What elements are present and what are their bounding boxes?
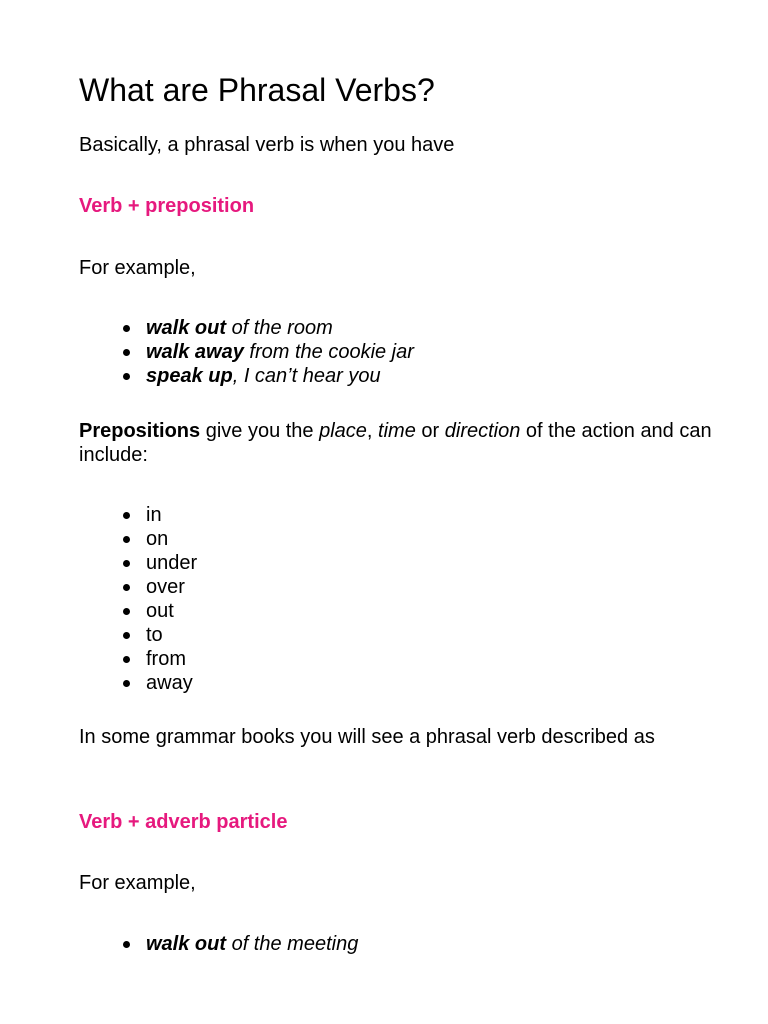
text-run: give you the bbox=[200, 420, 320, 442]
intro-text: Basically, a phrasal verb is when you have bbox=[79, 134, 455, 156]
heading-verb-preposition: Verb + preposition bbox=[79, 195, 255, 217]
heading-verb-adverb-particle: Verb + adverb particle bbox=[79, 811, 288, 833]
preposition: out bbox=[146, 600, 174, 622]
list-item bbox=[120, 647, 197, 671]
bullet-icon bbox=[123, 941, 130, 948]
list-item bbox=[120, 316, 414, 340]
preposition: away bbox=[146, 672, 193, 694]
example-list-2 bbox=[120, 932, 358, 956]
list-item bbox=[120, 623, 197, 647]
text-run: of the action and can include: bbox=[79, 420, 712, 466]
phrasal-verb: walk out bbox=[146, 933, 227, 955]
bullet-icon bbox=[123, 632, 130, 639]
prepositions-list bbox=[120, 503, 197, 695]
list-item bbox=[120, 364, 414, 388]
prepositions-term: Prepositions bbox=[79, 420, 201, 442]
phrasal-verb: walk away bbox=[146, 341, 244, 363]
term-time: time bbox=[378, 420, 416, 442]
example-rest: , I can’t hear you bbox=[232, 365, 381, 387]
bullet-icon bbox=[123, 373, 130, 380]
example-label: For example, bbox=[79, 257, 196, 279]
bullet-icon bbox=[123, 325, 130, 332]
bullet-icon bbox=[123, 656, 130, 663]
term-place: place bbox=[319, 420, 367, 442]
bullet-icon bbox=[123, 536, 130, 543]
bullet-icon bbox=[123, 680, 130, 687]
phrasal-verb: walk out bbox=[146, 317, 227, 339]
preposition: in bbox=[146, 504, 162, 526]
bullet-icon bbox=[123, 560, 130, 567]
example-label: For example, bbox=[79, 872, 196, 894]
list-item bbox=[120, 527, 197, 551]
list-item bbox=[120, 575, 197, 599]
preposition: over bbox=[146, 576, 185, 598]
prepositions-paragraph bbox=[79, 419, 719, 467]
text-run: , bbox=[366, 420, 379, 442]
preposition: on bbox=[146, 528, 169, 550]
list-item bbox=[120, 551, 197, 575]
bullet-icon bbox=[123, 608, 130, 615]
bullet-icon bbox=[123, 349, 130, 356]
grammar-paragraph: In some grammar books you will see a phrasal verb described as bbox=[79, 726, 655, 748]
phrasal-verb: speak up bbox=[146, 365, 233, 387]
example-list-1 bbox=[120, 316, 414, 388]
preposition: under bbox=[146, 552, 198, 574]
preposition: to bbox=[146, 624, 163, 646]
page-title: What are Phrasal Verbs? bbox=[79, 72, 435, 108]
example-rest: from the cookie jar bbox=[243, 341, 414, 363]
text-run: or bbox=[415, 420, 445, 442]
example-rest: of the room bbox=[226, 317, 333, 339]
list-item bbox=[120, 340, 414, 364]
term-direction: direction bbox=[444, 420, 521, 442]
list-item bbox=[120, 671, 197, 695]
preposition: from bbox=[146, 648, 186, 670]
bullet-icon bbox=[123, 584, 130, 591]
example-rest: of the meeting bbox=[226, 933, 359, 955]
list-item bbox=[120, 599, 197, 623]
bullet-icon bbox=[123, 512, 130, 519]
list-item bbox=[120, 932, 358, 956]
list-item bbox=[120, 503, 197, 527]
